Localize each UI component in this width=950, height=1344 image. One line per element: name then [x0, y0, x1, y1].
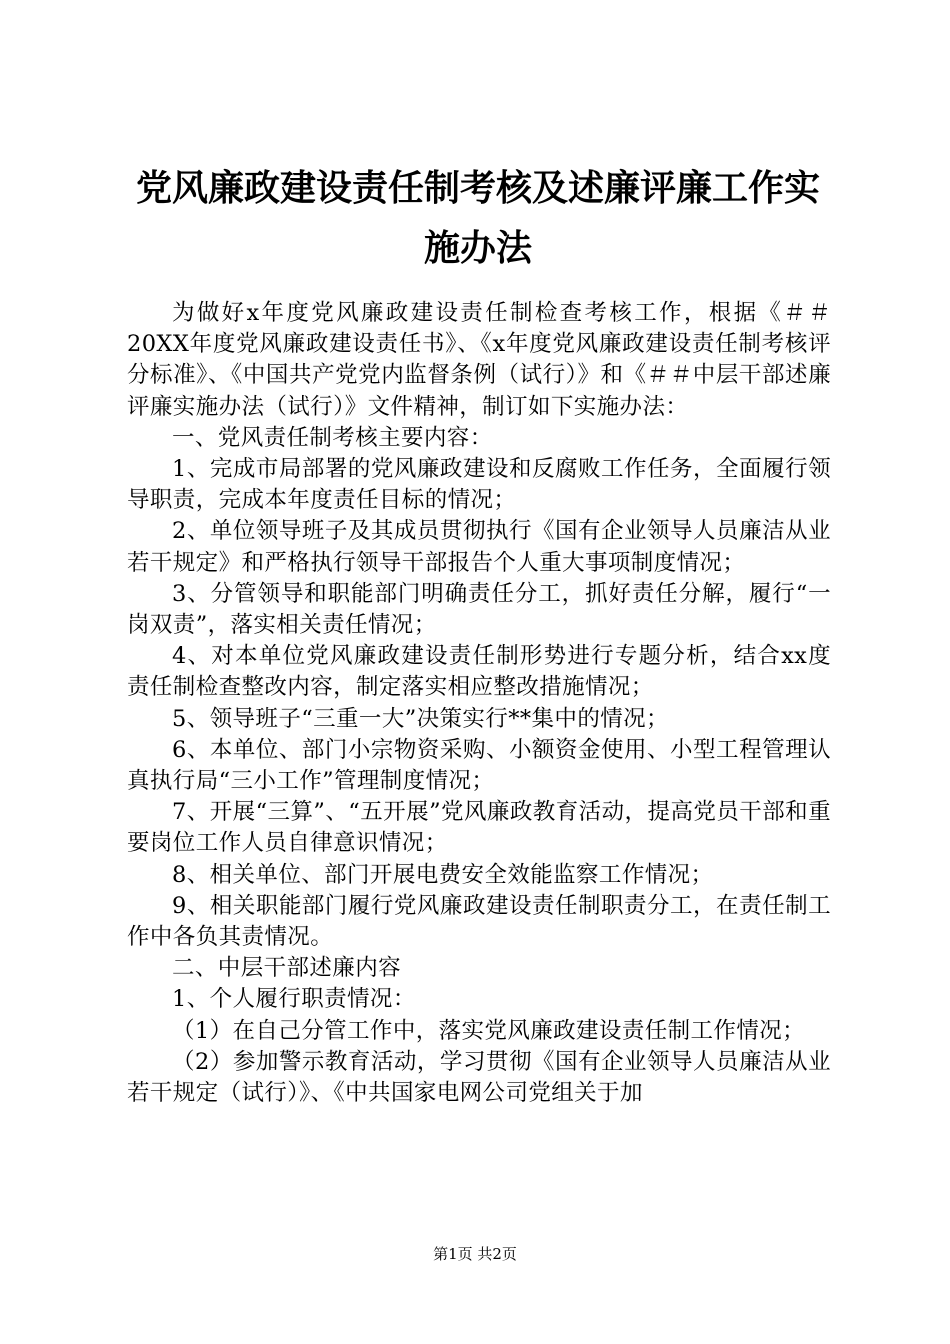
- list-item: 8、相关单位、部门开展电费安全效能监察工作情况；: [172, 861, 714, 888]
- list-item: 7、开展“三算”、“五开展”党风廉政教育活动，提高党员干部和重要岗位工作人员自律意识情况；: [127, 799, 831, 857]
- list-item: 2、单位领导班子及其成员贯彻执行《国有企业领导人员廉洁从业若干规定》和严格执行领导干部报告个人重大事项制度情况；: [127, 518, 831, 576]
- section-heading-2: 二、中层干部述廉内容: [172, 955, 402, 982]
- document-body: [127, 298, 831, 1109]
- document-title: 党风廉政建设责任制考核及述廉评廉工作实施办法: [135, 167, 820, 269]
- list-item: 1、个人履行职责情况：: [172, 986, 416, 1013]
- page-footer: 第1页 共2页: [433, 1245, 517, 1263]
- list-item: 9、相关职能部门履行党风廉政建设责任制职责分工，在责任制工作中各负其责情况。: [127, 892, 831, 951]
- section-heading-1: 一、党风责任制考核主要内容：: [172, 424, 493, 451]
- list-item: 5、领导班子“三重一大”决策实行**集中的情况；: [172, 705, 669, 732]
- list-item: 1、完成市局部署的党风廉政建设和反腐败工作任务，全面履行领导职责，完成本年度责任目标的情况；: [127, 456, 831, 514]
- list-item: 4、对本单位党风廉政建设责任制形势进行专题分析，结合xx度责任制检查整改内容，制定落实相应整改措施情况；: [127, 643, 831, 701]
- paragraph-intro: 为做好x年度党风廉政建设责任制检查考核工作，根据《＃＃20XX年度党风廉政建设责任书》、《x年度党风廉政建设责任制考核评分标准》、《中国共产党党内监督条例（试行）》和《＃＃中层干部述廉评廉实施办法（试行）》文件精神，制订如下实施办法：: [127, 300, 831, 420]
- list-item: （1）在自己分管工作中，落实党风廉政建设责任制工作情况；: [172, 1017, 806, 1044]
- list-item: 3、分管领导和职能部门明确责任分工，抓好责任分解，履行“一岗双责”，落实相关责任情况；: [127, 580, 831, 639]
- list-item: （2）参加警示教育活动，学习贯彻《国有企业领导人员廉洁从业若干规定（试行）》、《中共国家电网公司党组关于加: [127, 1048, 831, 1107]
- list-item: 6、本单位、部门小宗物资采购、小额资金使用、小型工程管理认真执行局“三小工作”管理制度情况；: [127, 736, 831, 795]
